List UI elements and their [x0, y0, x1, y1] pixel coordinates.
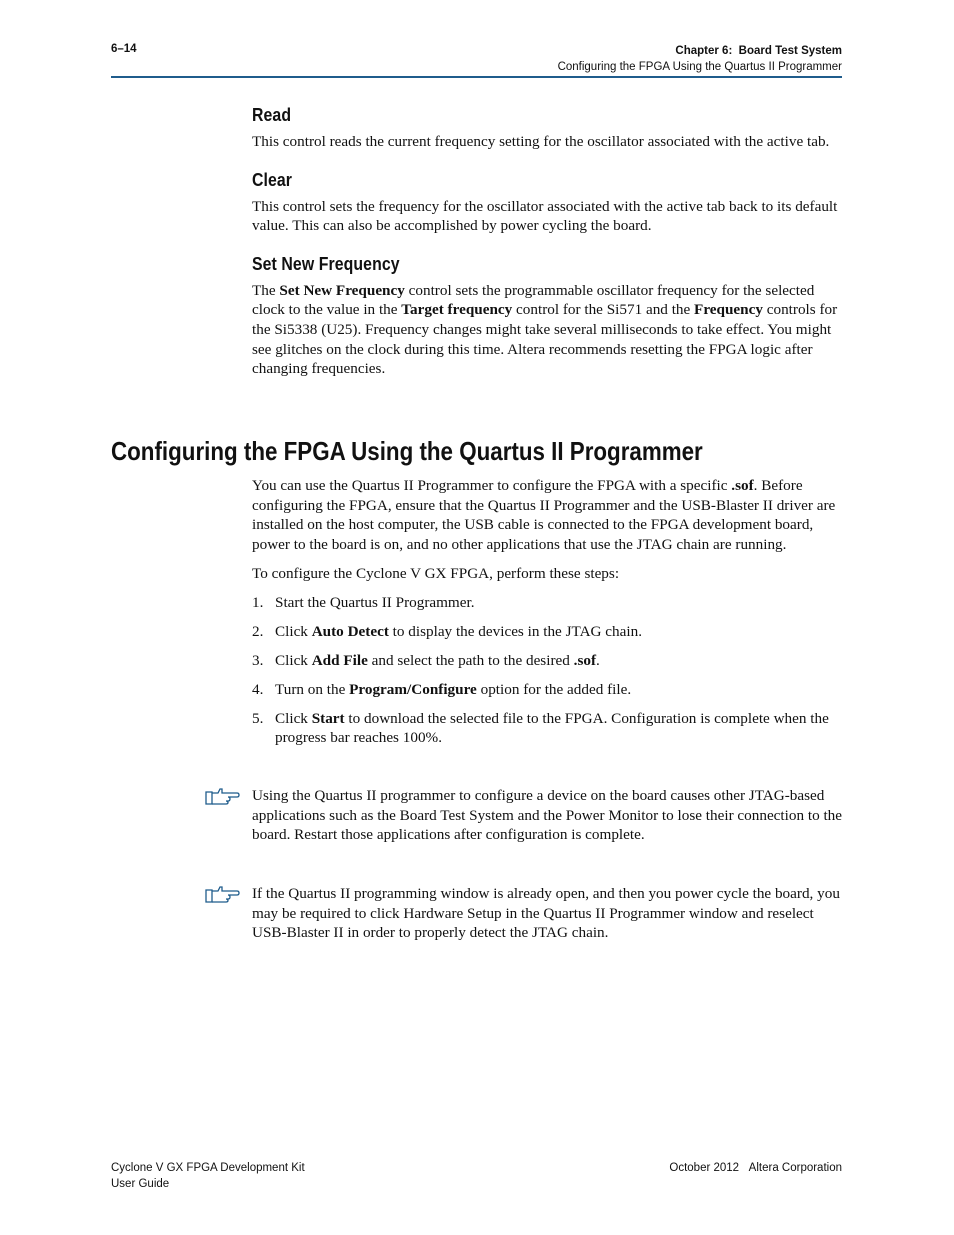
- step-item: 3. Click Add File and select the path to the desired .sof.: [252, 651, 600, 669]
- read-heading: Read: [252, 105, 292, 125]
- section-body: [252, 476, 844, 757]
- pointing-hand-icon: [204, 885, 240, 905]
- chapter-title: Chapter 6: Board Test System: [675, 45, 842, 57]
- section-running-title: Configuring the FPGA Using the Quartus II Programmer: [557, 61, 842, 73]
- footer-doc-type: User Guide: [111, 1178, 170, 1190]
- step-item: 1. Start the Quartus II Programmer.: [252, 593, 475, 611]
- note-1: [252, 786, 844, 845]
- page-number: 6–14: [111, 43, 137, 55]
- footer-meta: [669, 1160, 842, 1176]
- note-2-text: If the Quartus II programming window is already open, and then you power cycle the board, you may be required to click Hardware Setup in the Quartus II Programmer window and reselect USB-Blaster II in order to properly detect the JTAG chain.: [252, 885, 840, 942]
- note-1-text: Using the Quartus II programmer to configure a device on the board causes other JTAG-based applications such as the Board Test System and the Power Monitor to lose their connection to the board. Restart those applications after configuration is complete.: [252, 787, 843, 844]
- footer-date: October 2012: [669, 1162, 740, 1174]
- note-2: [252, 884, 844, 943]
- footer-doc: [111, 1160, 305, 1192]
- section-heading: Configuring the FPGA Using the Quartus II Programmer: [111, 436, 703, 466]
- pointing-hand-icon: [204, 787, 240, 807]
- step-item: 5. Click Start to download the selected file to the FPGA. Configuration is complete when the progress bar reaches 100%.: [252, 709, 829, 747]
- set-new-frequency-heading: Set New Frequency: [252, 253, 400, 274]
- subsections: [252, 105, 842, 397]
- steps-intro: To configure the Cyclone V GX FPGA, perform these steps:: [252, 564, 620, 582]
- step-item: 2. Click Auto Detect to display the devices in the JTAG chain.: [252, 622, 642, 640]
- steps-list: [252, 593, 844, 748]
- footer-company: Altera Corporation: [748, 1162, 842, 1174]
- header-rule: [111, 76, 842, 78]
- running-header: [558, 43, 842, 75]
- footer-doc-title: Cyclone V GX FPGA Development Kit: [111, 1162, 305, 1174]
- read-paragraph: This control reads the current frequency setting for the oscillator associated with the active tab.: [252, 133, 830, 150]
- intro-paragraph: You can use the Quartus II Programmer to configure the FPGA with a specific .sof. Before configuring the FPGA, ensure that the Quartus II Programmer and the USB-Blaster II driver are installed on the host computer, the USB cable is connected to the FPGA development board, power to the board is on, and no other applications that use the JTAG chain are running.: [252, 477, 836, 553]
- clear-paragraph: This control sets the frequency for the oscillator associated with the active tab back to its default value. This can also be accomplished by power cycling the board.: [252, 197, 838, 235]
- set-new-frequency-paragraph: The Set New Frequency control sets the programmable oscillator frequency for the selected clock to the value in the Target frequency control for the Si571 and the Frequency controls for the Si5338 (U25). Frequency changes might take several milliseconds to take effect. You might see glitches on the clock during this time. Altera recommends resetting the FPGA logic after changing frequencies.: [252, 281, 838, 378]
- step-item: 4. Turn on the Program/Configure option for the added file.: [252, 680, 632, 698]
- clear-heading: Clear: [252, 169, 293, 190]
